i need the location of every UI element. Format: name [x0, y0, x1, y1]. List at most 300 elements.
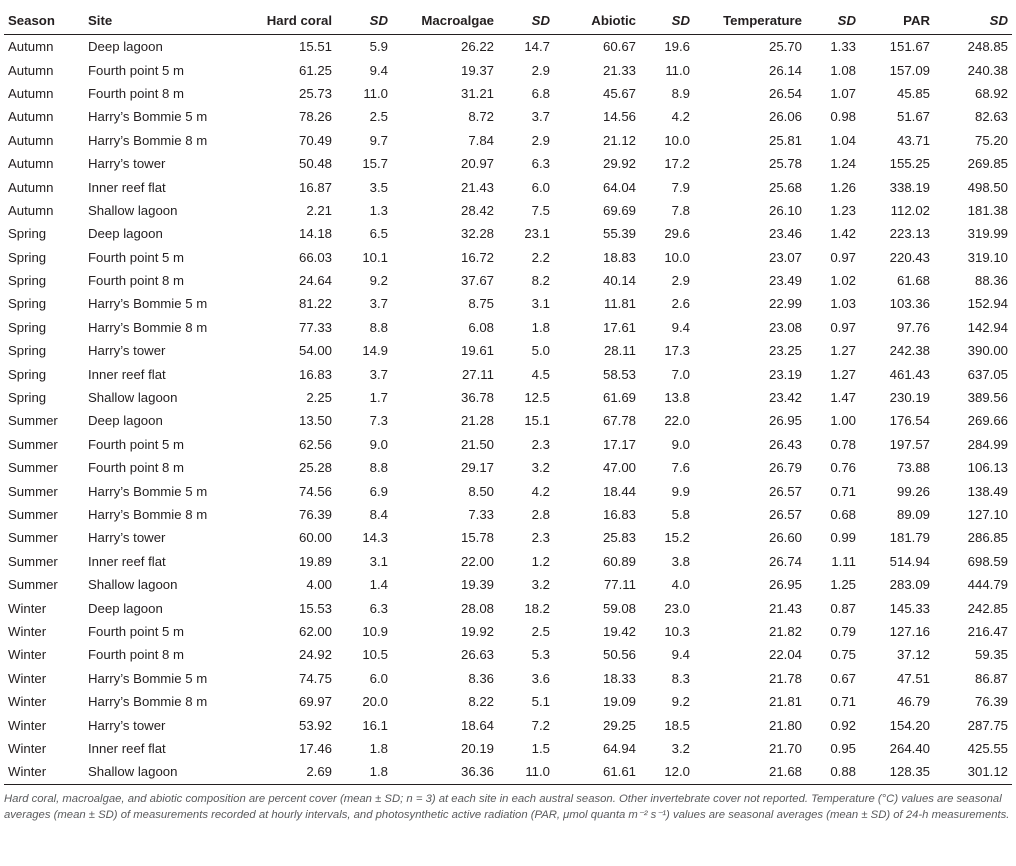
cell-macroalgae: 19.37: [392, 58, 498, 81]
cell-abiotic: 77.11: [554, 573, 640, 596]
cell-macroalgae: 18.64: [392, 713, 498, 736]
table-row: [4, 339, 1012, 362]
cell-macroalgae: 20.19: [392, 737, 498, 760]
cell-macroalgae: 21.43: [392, 175, 498, 198]
cell-macroalgae: 7.84: [392, 129, 498, 152]
cell-par: 155.25: [860, 152, 934, 175]
cell-sd-hard-coral: 16.1: [336, 713, 392, 736]
cell-sd-temperature: 1.27: [806, 339, 860, 362]
cell-hard-coral: 69.97: [232, 690, 336, 713]
cell-sd-temperature: 1.27: [806, 362, 860, 385]
cell-abiotic: 61.69: [554, 386, 640, 409]
cell-abiotic: 25.83: [554, 526, 640, 549]
table-row: [4, 526, 1012, 549]
cell-macroalgae: 37.67: [392, 269, 498, 292]
cell-season: Summer: [4, 409, 84, 432]
cell-hard-coral: 19.89: [232, 550, 336, 573]
cell-macroalgae: 19.39: [392, 573, 498, 596]
cell-sd-par: 88.36: [934, 269, 1012, 292]
cell-sd-temperature: 0.97: [806, 246, 860, 269]
cell-macroalgae: 8.72: [392, 105, 498, 128]
cell-sd-macroalgae: 3.1: [498, 292, 554, 315]
cell-macroalgae: 6.08: [392, 316, 498, 339]
cell-sd-macroalgae: 5.0: [498, 339, 554, 362]
cell-sd-par: 319.99: [934, 222, 1012, 245]
cell-site: Deep lagoon: [84, 596, 232, 619]
cell-sd-abiotic: 23.0: [640, 596, 694, 619]
cell-hard-coral: 24.64: [232, 269, 336, 292]
cell-sd-hard-coral: 9.7: [336, 129, 392, 152]
header-sd-temperature: SD: [806, 6, 860, 35]
cell-sd-temperature: 0.98: [806, 105, 860, 128]
cell-abiotic: 61.61: [554, 760, 640, 784]
cell-sd-abiotic: 19.6: [640, 35, 694, 59]
cell-sd-temperature: 1.04: [806, 129, 860, 152]
cell-sd-macroalgae: 6.0: [498, 175, 554, 198]
cell-sd-hard-coral: 10.9: [336, 620, 392, 643]
cell-season: Spring: [4, 246, 84, 269]
cell-par: 45.85: [860, 82, 934, 105]
cell-macroalgae: 31.21: [392, 82, 498, 105]
cell-site: Deep lagoon: [84, 222, 232, 245]
cell-site: Harry’s tower: [84, 526, 232, 549]
cell-sd-abiotic: 7.0: [640, 362, 694, 385]
cell-sd-par: 240.38: [934, 58, 1012, 81]
cell-sd-macroalgae: 7.2: [498, 713, 554, 736]
cell-sd-hard-coral: 14.3: [336, 526, 392, 549]
cell-season: Autumn: [4, 175, 84, 198]
cell-macroalgae: 28.08: [392, 596, 498, 619]
cell-sd-macroalgae: 1.2: [498, 550, 554, 573]
cell-sd-abiotic: 17.3: [640, 339, 694, 362]
cell-sd-hard-coral: 8.8: [336, 316, 392, 339]
cell-sd-abiotic: 11.0: [640, 58, 694, 81]
cell-season: Autumn: [4, 105, 84, 128]
cell-sd-par: 152.94: [934, 292, 1012, 315]
cell-macroalgae: 19.61: [392, 339, 498, 362]
cell-macroalgae: 8.36: [392, 667, 498, 690]
cell-sd-par: 76.39: [934, 690, 1012, 713]
cell-season: Spring: [4, 386, 84, 409]
cell-abiotic: 19.09: [554, 690, 640, 713]
cell-sd-abiotic: 7.8: [640, 199, 694, 222]
cell-par: 223.13: [860, 222, 934, 245]
cell-temperature: 23.25: [694, 339, 806, 362]
cell-hard-coral: 74.75: [232, 667, 336, 690]
cell-sd-hard-coral: 8.4: [336, 503, 392, 526]
header-sd-abiotic: SD: [640, 6, 694, 35]
cell-sd-hard-coral: 15.7: [336, 152, 392, 175]
cell-temperature: 23.08: [694, 316, 806, 339]
cell-macroalgae: 32.28: [392, 222, 498, 245]
cell-sd-macroalgae: 23.1: [498, 222, 554, 245]
header-hard-coral: Hard coral: [232, 6, 336, 35]
cell-sd-par: 286.85: [934, 526, 1012, 549]
cell-season: Spring: [4, 362, 84, 385]
cell-sd-temperature: 0.95: [806, 737, 860, 760]
cell-sd-macroalgae: 1.8: [498, 316, 554, 339]
cell-abiotic: 17.17: [554, 433, 640, 456]
cell-season: Autumn: [4, 199, 84, 222]
cell-sd-par: 127.10: [934, 503, 1012, 526]
cell-par: 461.43: [860, 362, 934, 385]
cell-temperature: 21.81: [694, 690, 806, 713]
cell-sd-par: 301.12: [934, 760, 1012, 784]
cell-site: Harry’s tower: [84, 152, 232, 175]
cell-site: Fourth point 8 m: [84, 269, 232, 292]
cell-site: Fourth point 8 m: [84, 82, 232, 105]
cell-sd-macroalgae: 2.3: [498, 433, 554, 456]
table-row: [4, 643, 1012, 666]
cell-site: Deep lagoon: [84, 409, 232, 432]
cell-macroalgae: 36.78: [392, 386, 498, 409]
table-row: [4, 246, 1012, 269]
cell-site: Shallow lagoon: [84, 199, 232, 222]
cell-season: Winter: [4, 690, 84, 713]
cell-sd-abiotic: 9.4: [640, 316, 694, 339]
cell-abiotic: 18.44: [554, 479, 640, 502]
cell-sd-abiotic: 9.0: [640, 433, 694, 456]
cell-sd-abiotic: 9.4: [640, 643, 694, 666]
cell-temperature: 26.06: [694, 105, 806, 128]
cell-macroalgae: 8.50: [392, 479, 498, 502]
cell-hard-coral: 25.28: [232, 456, 336, 479]
cell-abiotic: 69.69: [554, 199, 640, 222]
table-row: [4, 58, 1012, 81]
cell-site: Harry’s Bommie 5 m: [84, 292, 232, 315]
cell-sd-par: 287.75: [934, 713, 1012, 736]
header-site: Site: [84, 6, 232, 35]
cell-sd-abiotic: 15.2: [640, 526, 694, 549]
table-row: [4, 82, 1012, 105]
cell-temperature: 26.57: [694, 479, 806, 502]
table-row: [4, 152, 1012, 175]
header-par: PAR: [860, 6, 934, 35]
cell-temperature: 22.04: [694, 643, 806, 666]
cell-site: Harry’s tower: [84, 339, 232, 362]
cell-sd-abiotic: 4.2: [640, 105, 694, 128]
cell-sd-par: 142.94: [934, 316, 1012, 339]
cell-sd-hard-coral: 10.5: [336, 643, 392, 666]
cell-site: Harry’s tower: [84, 713, 232, 736]
cell-site: Shallow lagoon: [84, 573, 232, 596]
cell-sd-abiotic: 3.8: [640, 550, 694, 573]
cell-sd-par: 425.55: [934, 737, 1012, 760]
cell-sd-hard-coral: 6.9: [336, 479, 392, 502]
cell-sd-temperature: 1.25: [806, 573, 860, 596]
cell-season: Spring: [4, 222, 84, 245]
cell-abiotic: 50.56: [554, 643, 640, 666]
cell-temperature: 21.70: [694, 737, 806, 760]
cell-abiotic: 60.67: [554, 35, 640, 59]
cell-par: 220.43: [860, 246, 934, 269]
cell-sd-temperature: 1.02: [806, 269, 860, 292]
cell-sd-temperature: 0.68: [806, 503, 860, 526]
cell-hard-coral: 25.73: [232, 82, 336, 105]
cell-temperature: 22.99: [694, 292, 806, 315]
cell-sd-hard-coral: 14.9: [336, 339, 392, 362]
cell-par: 128.35: [860, 760, 934, 784]
cell-sd-par: 68.92: [934, 82, 1012, 105]
cell-par: 264.40: [860, 737, 934, 760]
cell-temperature: 21.78: [694, 667, 806, 690]
cell-par: 47.51: [860, 667, 934, 690]
cell-sd-abiotic: 4.0: [640, 573, 694, 596]
cell-sd-macroalgae: 15.1: [498, 409, 554, 432]
cell-hard-coral: 78.26: [232, 105, 336, 128]
cell-par: 89.09: [860, 503, 934, 526]
cell-season: Autumn: [4, 152, 84, 175]
cell-macroalgae: 8.75: [392, 292, 498, 315]
cell-season: Winter: [4, 760, 84, 784]
cell-hard-coral: 17.46: [232, 737, 336, 760]
cell-sd-abiotic: 8.9: [640, 82, 694, 105]
cell-sd-abiotic: 2.6: [640, 292, 694, 315]
header-abiotic: Abiotic: [554, 6, 640, 35]
cell-abiotic: 11.81: [554, 292, 640, 315]
cell-hard-coral: 70.49: [232, 129, 336, 152]
cell-temperature: 21.68: [694, 760, 806, 784]
cell-sd-abiotic: 13.8: [640, 386, 694, 409]
cell-par: 61.68: [860, 269, 934, 292]
cell-macroalgae: 15.78: [392, 526, 498, 549]
cell-site: Deep lagoon: [84, 35, 232, 59]
cell-sd-abiotic: 3.2: [640, 737, 694, 760]
cell-temperature: 26.57: [694, 503, 806, 526]
cell-abiotic: 59.08: [554, 596, 640, 619]
cell-abiotic: 67.78: [554, 409, 640, 432]
cell-abiotic: 16.83: [554, 503, 640, 526]
cell-sd-hard-coral: 1.7: [336, 386, 392, 409]
cell-sd-temperature: 0.67: [806, 667, 860, 690]
cell-sd-hard-coral: 6.5: [336, 222, 392, 245]
cell-sd-hard-coral: 11.0: [336, 82, 392, 105]
cell-sd-hard-coral: 20.0: [336, 690, 392, 713]
cell-macroalgae: 22.00: [392, 550, 498, 573]
cell-par: 46.79: [860, 690, 934, 713]
cell-temperature: 26.60: [694, 526, 806, 549]
cell-par: 103.36: [860, 292, 934, 315]
cell-hard-coral: 50.48: [232, 152, 336, 175]
table-row: [4, 316, 1012, 339]
cell-sd-abiotic: 29.6: [640, 222, 694, 245]
cell-sd-hard-coral: 1.3: [336, 199, 392, 222]
cell-sd-hard-coral: 2.5: [336, 105, 392, 128]
cell-abiotic: 58.53: [554, 362, 640, 385]
cell-sd-macroalgae: 5.3: [498, 643, 554, 666]
cell-sd-macroalgae: 6.8: [498, 82, 554, 105]
table-row: [4, 269, 1012, 292]
table-row: [4, 433, 1012, 456]
cell-sd-hard-coral: 9.4: [336, 58, 392, 81]
cell-par: 51.67: [860, 105, 934, 128]
cell-season: Winter: [4, 713, 84, 736]
cell-hard-coral: 61.25: [232, 58, 336, 81]
cell-sd-par: 106.13: [934, 456, 1012, 479]
cell-sd-par: 284.99: [934, 433, 1012, 456]
cell-sd-temperature: 0.88: [806, 760, 860, 784]
cell-hard-coral: 24.92: [232, 643, 336, 666]
cell-sd-par: 59.35: [934, 643, 1012, 666]
table-row: [4, 409, 1012, 432]
cell-macroalgae: 16.72: [392, 246, 498, 269]
cell-hard-coral: 53.92: [232, 713, 336, 736]
cell-season: Summer: [4, 433, 84, 456]
cell-sd-hard-coral: 1.8: [336, 737, 392, 760]
cell-abiotic: 40.14: [554, 269, 640, 292]
cell-sd-macroalgae: 3.7: [498, 105, 554, 128]
table-row: [4, 550, 1012, 573]
cell-hard-coral: 62.00: [232, 620, 336, 643]
cell-hard-coral: 81.22: [232, 292, 336, 315]
cell-abiotic: 55.39: [554, 222, 640, 245]
cell-sd-macroalgae: 2.2: [498, 246, 554, 269]
cell-hard-coral: 13.50: [232, 409, 336, 432]
cell-sd-macroalgae: 4.5: [498, 362, 554, 385]
cell-sd-temperature: 0.79: [806, 620, 860, 643]
cell-macroalgae: 26.22: [392, 35, 498, 59]
cell-sd-hard-coral: 6.3: [336, 596, 392, 619]
cell-sd-temperature: 0.99: [806, 526, 860, 549]
cell-temperature: 25.81: [694, 129, 806, 152]
header-row: [4, 6, 1012, 35]
cell-temperature: 23.19: [694, 362, 806, 385]
cell-sd-hard-coral: 1.8: [336, 760, 392, 784]
cell-sd-par: 637.05: [934, 362, 1012, 385]
cell-sd-abiotic: 9.2: [640, 690, 694, 713]
cell-sd-macroalgae: 3.2: [498, 456, 554, 479]
cell-sd-temperature: 0.78: [806, 433, 860, 456]
cell-hard-coral: 16.87: [232, 175, 336, 198]
cell-sd-par: 698.59: [934, 550, 1012, 573]
table-row: [4, 222, 1012, 245]
cell-sd-abiotic: 12.0: [640, 760, 694, 784]
cell-sd-par: 242.85: [934, 596, 1012, 619]
cell-par: 154.20: [860, 713, 934, 736]
table-row: [4, 760, 1012, 784]
cell-sd-macroalgae: 2.9: [498, 58, 554, 81]
cell-season: Winter: [4, 667, 84, 690]
cell-hard-coral: 77.33: [232, 316, 336, 339]
cell-sd-par: 86.87: [934, 667, 1012, 690]
cell-sd-hard-coral: 3.5: [336, 175, 392, 198]
cell-abiotic: 19.42: [554, 620, 640, 643]
cell-sd-temperature: 1.24: [806, 152, 860, 175]
cell-temperature: 26.10: [694, 199, 806, 222]
cell-temperature: 26.43: [694, 433, 806, 456]
cell-par: 43.71: [860, 129, 934, 152]
cell-sd-macroalgae: 4.2: [498, 479, 554, 502]
cell-par: 283.09: [860, 573, 934, 596]
cell-sd-temperature: 0.71: [806, 690, 860, 713]
header-sd-macroalgae: SD: [498, 6, 554, 35]
table-row: [4, 713, 1012, 736]
cell-sd-abiotic: 17.2: [640, 152, 694, 175]
cell-temperature: 26.74: [694, 550, 806, 573]
cell-sd-abiotic: 10.0: [640, 129, 694, 152]
cell-par: 151.67: [860, 35, 934, 59]
cell-par: 145.33: [860, 596, 934, 619]
cell-sd-abiotic: 7.6: [640, 456, 694, 479]
table-row: [4, 667, 1012, 690]
cell-macroalgae: 19.92: [392, 620, 498, 643]
cell-sd-abiotic: 9.9: [640, 479, 694, 502]
cell-hard-coral: 14.18: [232, 222, 336, 245]
cell-par: 230.19: [860, 386, 934, 409]
cell-par: 127.16: [860, 620, 934, 643]
cell-site: Harry’s Bommie 8 m: [84, 690, 232, 713]
table-row: [4, 690, 1012, 713]
cell-sd-hard-coral: 8.8: [336, 456, 392, 479]
cell-sd-macroalgae: 1.5: [498, 737, 554, 760]
cell-hard-coral: 54.00: [232, 339, 336, 362]
cell-par: 112.02: [860, 199, 934, 222]
table-row: [4, 175, 1012, 198]
cell-sd-par: 389.56: [934, 386, 1012, 409]
cell-sd-par: 82.63: [934, 105, 1012, 128]
cell-site: Harry’s Bommie 8 m: [84, 503, 232, 526]
cell-par: 514.94: [860, 550, 934, 573]
cell-sd-macroalgae: 6.3: [498, 152, 554, 175]
cell-abiotic: 14.56: [554, 105, 640, 128]
cell-hard-coral: 74.56: [232, 479, 336, 502]
table-row: [4, 199, 1012, 222]
cell-abiotic: 17.61: [554, 316, 640, 339]
cell-sd-temperature: 1.26: [806, 175, 860, 198]
table-header: [4, 6, 1012, 35]
cell-sd-macroalgae: 12.5: [498, 386, 554, 409]
cell-abiotic: 18.83: [554, 246, 640, 269]
cell-site: Harry’s Bommie 5 m: [84, 667, 232, 690]
table-footnote: Hard coral, macroalgae, and abiotic composition are percent cover (mean ± SD; n = 3) at each site in each austral season. Other invertebrate cover not reported. Temperature (°C) values are seasonal averages (mean ± SD) of measurements recorded at hourly intervals, and photosynthetic active radiation (PAR, μmol quanta m⁻² s⁻¹) values are seasonal averages (mean ± SD) of 24-h measurements.: [4, 792, 1010, 821]
cell-abiotic: 47.00: [554, 456, 640, 479]
cell-season: Summer: [4, 573, 84, 596]
cell-par: 97.76: [860, 316, 934, 339]
cell-abiotic: 29.25: [554, 713, 640, 736]
cell-macroalgae: 26.63: [392, 643, 498, 666]
cell-sd-abiotic: 7.9: [640, 175, 694, 198]
cell-sd-par: 319.10: [934, 246, 1012, 269]
header-temperature: Temperature: [694, 6, 806, 35]
table-row: [4, 596, 1012, 619]
table-row: [4, 503, 1012, 526]
cell-temperature: 21.82: [694, 620, 806, 643]
cell-hard-coral: 15.51: [232, 35, 336, 59]
cell-site: Fourth point 5 m: [84, 620, 232, 643]
cell-sd-temperature: 0.71: [806, 479, 860, 502]
cell-sd-temperature: 1.08: [806, 58, 860, 81]
cell-macroalgae: 27.11: [392, 362, 498, 385]
table-row: [4, 479, 1012, 502]
cell-macroalgae: 36.36: [392, 760, 498, 784]
cell-sd-temperature: 1.00: [806, 409, 860, 432]
cell-season: Winter: [4, 643, 84, 666]
cell-sd-temperature: 0.87: [806, 596, 860, 619]
cell-season: Autumn: [4, 82, 84, 105]
table-row: [4, 737, 1012, 760]
cell-temperature: 23.49: [694, 269, 806, 292]
cell-temperature: 26.54: [694, 82, 806, 105]
cell-site: Inner reef flat: [84, 550, 232, 573]
cell-temperature: 21.43: [694, 596, 806, 619]
cell-sd-abiotic: 2.9: [640, 269, 694, 292]
cell-macroalgae: 28.42: [392, 199, 498, 222]
cell-sd-par: 75.20: [934, 129, 1012, 152]
cell-sd-par: 269.66: [934, 409, 1012, 432]
cell-macroalgae: 8.22: [392, 690, 498, 713]
cell-season: Summer: [4, 503, 84, 526]
cell-hard-coral: 2.25: [232, 386, 336, 409]
